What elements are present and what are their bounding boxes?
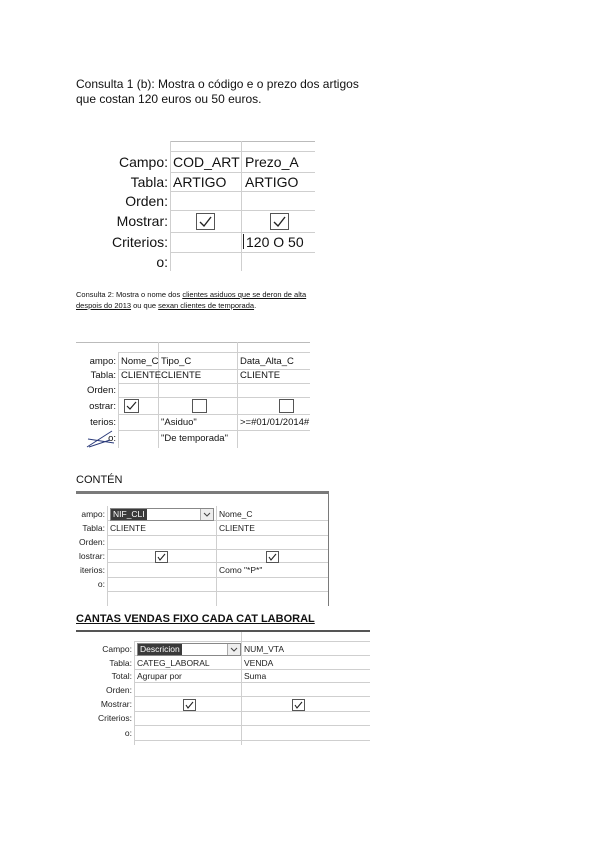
q3-col2-mostrar-checkbox[interactable] [266, 551, 279, 563]
q3-col2-criterios[interactable]: Como "*P*" [219, 565, 263, 575]
q2-col2-o[interactable]: "De temporada" [161, 433, 228, 444]
q1-col2-tabla[interactable]: ARTIGO [245, 174, 299, 190]
title-text: ou que [131, 301, 159, 310]
q1-col2-campo[interactable]: Prezo_A [245, 154, 299, 170]
q3-col1-mostrar-checkbox[interactable] [155, 551, 168, 563]
label-o: o: [124, 728, 132, 738]
checkmark-icon [184, 700, 195, 710]
query1-title: Consulta 1 (b): Mostra o código e o prezo dos artigos que costan 120 euros ou 50 euros. [76, 77, 359, 106]
q1-col2-criterios[interactable]: 120 O 50 [246, 234, 304, 250]
label-o: o: [156, 254, 168, 270]
label-tabla: Tabla: [90, 370, 116, 381]
q4-col1-total[interactable]: Agrupar por [137, 671, 182, 681]
q1-col1-mostrar-checkbox[interactable] [196, 213, 215, 230]
label-mostrar: Mostrar: [100, 699, 132, 709]
text-cursor [243, 234, 244, 249]
label-o: o: [108, 433, 116, 444]
label-tabla: Tabla: [130, 174, 168, 190]
q4-col1-campo: Descricion [140, 644, 180, 654]
q4-col2-mostrar-checkbox[interactable] [292, 699, 305, 711]
q2-col2-campo[interactable]: Tipo_C [161, 356, 192, 367]
label-criterios: terios: [90, 417, 116, 428]
q4-col1-mostrar-checkbox[interactable] [183, 699, 196, 711]
query4-heading: CANTAS VENDAS FIXO CADA CAT LABORAL [76, 613, 315, 625]
label-tabla: Tabla: [109, 658, 132, 668]
label-campo: ampo: [81, 509, 105, 519]
title-text: Consulta 2: Mostra o nome dos [76, 290, 183, 299]
q2-col2-mostrar-checkbox[interactable] [192, 399, 207, 413]
label-orden: Orden: [86, 385, 116, 396]
label-criterios: Criterios: [97, 713, 132, 723]
checkmark-icon [156, 552, 167, 562]
label-campo: Campo: [102, 644, 132, 654]
q2-col3-tabla[interactable]: CLIENTE [240, 370, 281, 381]
q2-col1-mostrar-checkbox[interactable] [124, 399, 139, 413]
query2-title [76, 289, 316, 311]
q2-col1-campo[interactable]: Nome_C [121, 356, 159, 367]
q4-col2-campo[interactable]: NUM_VTA [244, 644, 284, 654]
query3-heading: CONTÉN [76, 474, 123, 486]
scribble-icon [84, 425, 118, 451]
checkmark-icon [197, 214, 214, 229]
chevron-down-icon[interactable] [200, 509, 213, 520]
label-campo: ampo: [89, 356, 116, 367]
q4-col1-tabla[interactable]: CATEG_LABORAL [137, 658, 210, 668]
q3-col2-campo[interactable]: Nome_C [219, 509, 253, 519]
q2-col2-criterios[interactable]: "Asiduo" [161, 417, 197, 428]
checkmark-icon [271, 214, 288, 229]
q3-col1-campo: NIF_CLI [113, 509, 145, 519]
q3-col2-tabla[interactable]: CLIENTE [219, 523, 255, 533]
checkmark-icon [267, 552, 278, 562]
q4-col2-total[interactable]: Suma [244, 671, 267, 681]
label-mostrar: lostrar: [79, 551, 105, 561]
label-campo: Campo: [118, 154, 168, 170]
label-o: o: [97, 579, 105, 589]
title-underlined-text: sexan clientes de temporada [158, 301, 255, 310]
q2-col3-mostrar-checkbox[interactable] [279, 399, 294, 413]
q4-col1-campo-combobox[interactable] [137, 643, 241, 656]
q2-col2-tabla[interactable]: CLIENTE [161, 370, 202, 381]
label-orden: Orden: [125, 193, 168, 209]
title-text: . [254, 301, 257, 310]
q3-col1-campo-combobox[interactable] [110, 508, 214, 521]
q1-col1-campo[interactable]: COD_ART [173, 154, 240, 170]
label-orden: Orden: [79, 537, 105, 547]
label-tabla: Tabla: [82, 523, 105, 533]
chevron-down-icon[interactable] [227, 644, 240, 655]
label-orden: Orden: [106, 685, 132, 695]
label-mostrar: ostrar: [89, 401, 116, 412]
q1-col1-tabla[interactable]: ARTIGO [173, 174, 227, 190]
label-criterios: iterios: [79, 565, 105, 575]
q2-col3-criterios[interactable]: >=#01/01/2014# [240, 417, 310, 428]
label-mostrar: Mostrar: [116, 213, 168, 229]
q4-col2-tabla[interactable]: VENDA [244, 658, 274, 668]
checkmark-icon [125, 400, 138, 412]
title-underlined-text: clientes asiduos que se deron de alta despois do 2013 [76, 290, 307, 310]
q2-col3-campo[interactable]: Data_Alta_C [240, 356, 294, 367]
label-criterios: Criterios: [111, 234, 168, 250]
checkmark-icon [293, 700, 304, 710]
q3-col1-tabla[interactable]: CLIENTE [110, 523, 146, 533]
q2-col1-tabla[interactable]: CLIENTE [121, 370, 162, 381]
label-total: Total: [111, 671, 132, 681]
q1-col2-mostrar-checkbox[interactable] [270, 213, 289, 230]
